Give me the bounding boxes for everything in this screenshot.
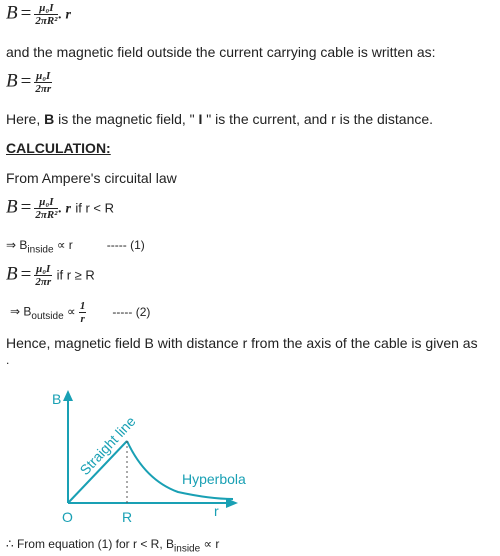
eq-equals: = <box>20 2 32 24</box>
prop-symbol: ⇒ B <box>10 304 32 319</box>
x-axis-label: r <box>214 503 219 519</box>
y-axis-label: B <box>52 391 62 407</box>
eq-equals: = <box>20 196 32 218</box>
fraction-numerator: μ₀I <box>34 196 58 209</box>
fraction-numerator: μ₀I <box>36 70 51 82</box>
statement-part: ∴ From equation (1) for r < R, B <box>6 537 175 551</box>
prop-rest: ∝ <box>63 304 79 319</box>
prop-subscript: inside <box>27 244 54 256</box>
prop-rest: ∝ r <box>53 238 73 252</box>
eq-condition: if r < R <box>75 200 115 216</box>
fraction-denominator: 2πr <box>35 83 52 95</box>
origin-label: O <box>62 509 73 525</box>
eq-symbol-b: B <box>6 263 18 285</box>
eq-tail: . r <box>58 201 71 217</box>
eq-symbol-b: B <box>6 2 18 24</box>
definition-part: " is the current, and r is the distance. <box>202 111 434 127</box>
conclusion-text: Hence, magnetic field B with distance r from the axis of the cable is given as <box>6 335 478 351</box>
definition-i: I <box>198 111 203 127</box>
r-mark-label: R <box>122 509 133 525</box>
outside-field-intro: and the magnetic field outside the current carrying cable is written as: <box>6 44 436 60</box>
equation-label: ----- (2) <box>112 304 151 319</box>
fraction-numerator: 1 <box>79 300 86 312</box>
fraction-denominator: r <box>80 313 85 325</box>
y-axis-arrow <box>63 390 73 401</box>
straight-line-label: Straight line <box>76 413 139 479</box>
eq-equals: = <box>20 263 32 285</box>
eq-condition: if r ≥ R <box>56 267 95 283</box>
calculation-heading: CALCULATION: <box>6 140 111 156</box>
fraction-numerator: μ₀I <box>34 2 58 15</box>
hyperbola-curve <box>127 441 233 499</box>
fraction-numerator: μ₀I <box>36 263 51 275</box>
equation-label: ----- (1) <box>106 238 145 252</box>
final-statement <box>6 537 219 554</box>
eq-symbol-b: B <box>6 196 18 218</box>
eq-equals: = <box>20 70 32 92</box>
hyperbola-label: Hyperbola <box>182 471 246 487</box>
fraction-denominator: 2πR² <box>35 209 58 221</box>
eq-symbol-b: B <box>6 70 18 92</box>
fraction-denominator: 2πR² <box>35 15 58 27</box>
statement-part: ∝ r <box>200 537 220 551</box>
stray-dot: . <box>6 353 10 367</box>
definition-b: B <box>44 111 55 127</box>
fraction-denominator: 2πr <box>35 276 52 288</box>
prop-subscript: outside <box>31 311 64 323</box>
ampere-law-text: From Ampere's circuital law <box>6 170 177 186</box>
definition-part: Here, <box>6 111 45 127</box>
eq-tail: . r <box>58 7 71 23</box>
definition-part: is the magnetic field, " <box>54 111 199 127</box>
prop-symbol: ⇒ B <box>6 238 28 252</box>
statement-subscript: inside <box>174 543 201 555</box>
